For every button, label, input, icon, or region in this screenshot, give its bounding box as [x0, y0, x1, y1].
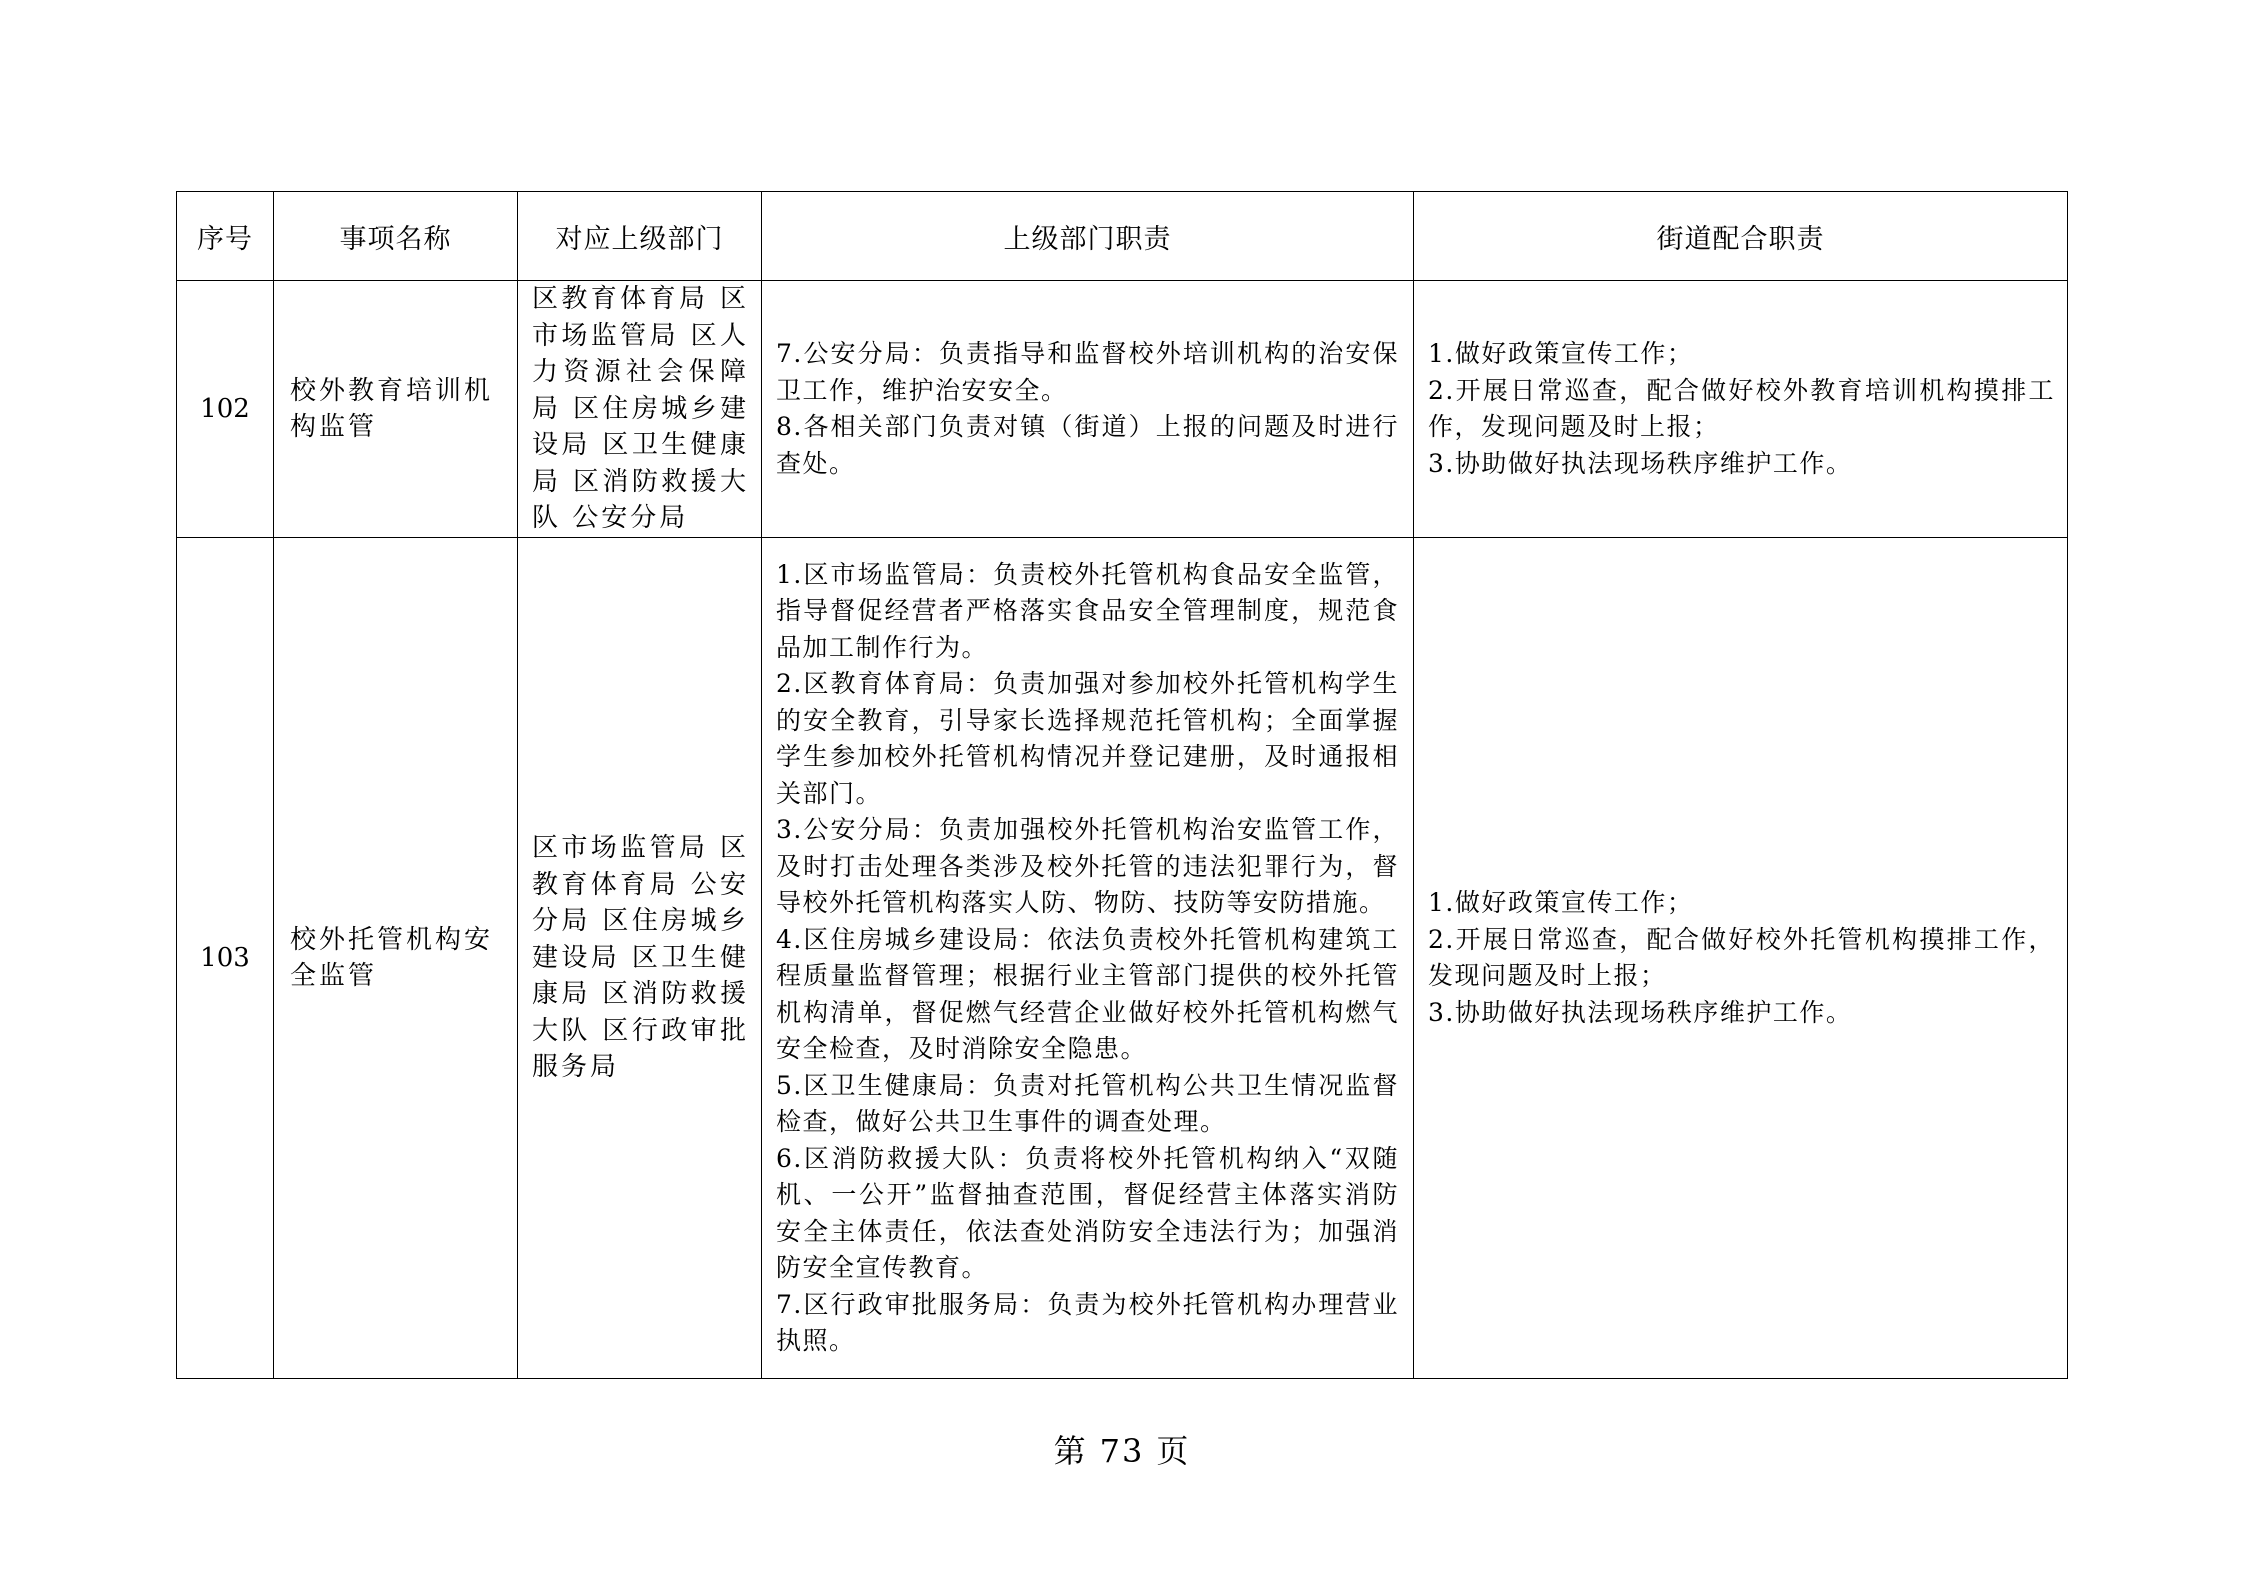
duty-item: 1.区市场监管局：负责校外托管机构食品安全监管，指导督促经营者严格落实食品安全管理制度，规范食品加工制作行为。 [776, 559, 1399, 662]
row-number: 102 [177, 281, 274, 538]
page-footer [0, 1426, 2244, 1472]
header-dept: 对应上级部门 [518, 192, 762, 281]
page-prefix: 第 [1053, 1432, 1088, 1470]
superior-departments: 区市场监管局 区教育体育局 公安分局 区住房城乡建设局 区卫生健康局 区消防救援大队 区行政审批服务局 [518, 538, 762, 1379]
duty-item: 4.区住房城乡建设局：依法负责校外托管机构建筑工程质量监督管理；根据行业主管部门提供的校外托管机构清单，督促燃气经营企业做好校外托管机构燃气安全检查，及时消除安全隐患。 [776, 924, 1399, 1063]
coop-item: 1.做好政策宣传工作； [1428, 888, 1694, 917]
page-number: 73 [1099, 1432, 1145, 1470]
coop-item: 3.协助做好执法现场秩序维护工作。 [1428, 997, 1853, 1027]
page-suffix: 页 [1156, 1432, 1191, 1470]
item-name: 校外托管机构安全监管 [274, 538, 518, 1379]
duty-table [176, 191, 2068, 1379]
superior-departments: 区教育体育局 区市场监管局 区人力资源社会保障局 区住房城乡建设局 区卫生健康局 区消防救援大队 公安分局 [518, 281, 762, 538]
duty-item: 8.各相关部门负责对镇（街道）上报的问题及时进行查处。 [776, 412, 1399, 478]
duty-item: 5.区卫生健康局：负责对托管机构公共卫生情况监督检查，做好公共卫生事件的调查处理。 [776, 1070, 1399, 1136]
street-cooperation-duties [1414, 538, 2068, 1379]
table-row [177, 538, 2068, 1379]
duty-item: 7.公安分局：负责指导和监督校外培训机构的治安保卫工作，维护治安安全。 [776, 339, 1399, 405]
table-header-row [177, 192, 2068, 281]
coop-item: 3.协助做好执法现场秩序维护工作。 [1428, 448, 1853, 478]
row-number: 103 [177, 538, 274, 1379]
item-name: 校外教育培训机构监管 [274, 281, 518, 538]
header-no: 序号 [177, 192, 274, 281]
header-duty: 上级部门职责 [762, 192, 1414, 281]
table-row [177, 281, 2068, 538]
duty-item: 7.区行政审批服务局：负责为校外托管机构办理营业执照。 [776, 1289, 1399, 1355]
coop-item: 2.开展日常巡查，配合做好校外托管机构摸排工作，发现问题及时上报； [1428, 924, 2055, 990]
superior-duties [762, 538, 1414, 1379]
superior-duties [762, 281, 1414, 538]
duty-item: 6.区消防救援大队：负责将校外托管机构纳入“双随机、一公开”监督抽查范围，督促经营主体落实消防安全主体责任，依法查处消防安全违法行为；加强消防安全宣传教育。 [776, 1143, 1399, 1282]
duty-item: 2.区教育体育局：负责加强对参加校外托管机构学生的安全教育，引导家长选择规范托管机构；全面掌握学生参加校外托管机构情况并登记建册，及时通报相关部门。 [776, 669, 1399, 808]
coop-item: 2.开展日常巡查，配合做好校外教育培训机构摸排工作，发现问题及时上报； [1428, 375, 2055, 441]
header-coop: 街道配合职责 [1414, 192, 2068, 281]
duty-item: 3.公安分局：负责加强校外托管机构治安监管工作，及时打击处理各类涉及校外托管的违法犯罪行为，督导校外托管机构落实人防、物防、技防等安防措施。 [776, 815, 1399, 917]
street-cooperation-duties [1414, 281, 2068, 538]
header-name: 事项名称 [274, 192, 518, 281]
coop-item: 1.做好政策宣传工作； [1428, 339, 1694, 368]
